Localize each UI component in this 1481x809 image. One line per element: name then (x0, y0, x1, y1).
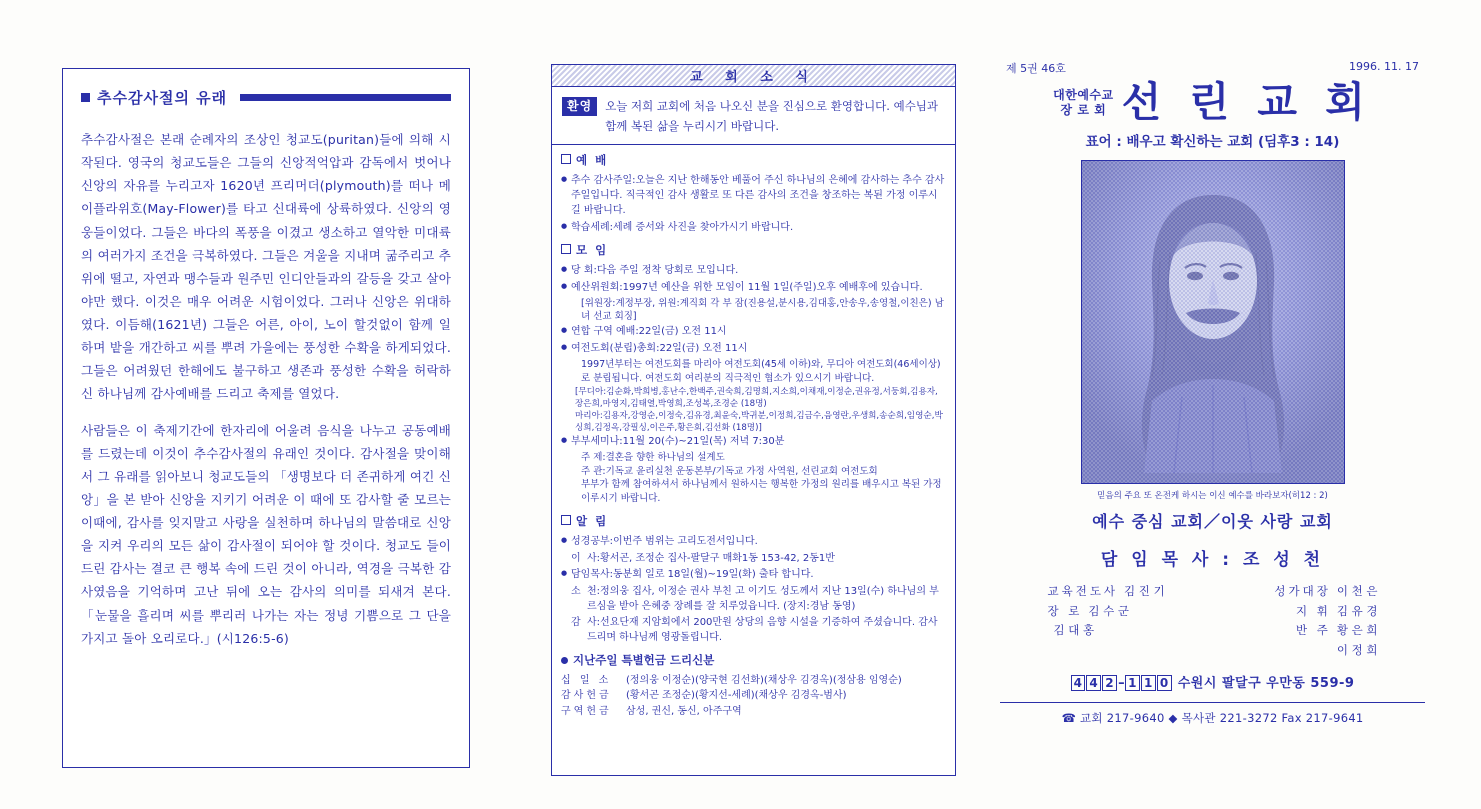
welcome-badge: 환영 (562, 97, 597, 116)
offering-heading (561, 652, 946, 670)
zip-digit: 1 (1141, 675, 1156, 691)
issue-date: 1996. 11. 17 (1349, 60, 1419, 73)
denomination (1053, 88, 1113, 118)
zip-digit: 2 (1102, 675, 1117, 691)
notice-item: ● 학습세례:세례 증서와 사진을 찾아가시기 바랍니다. (561, 220, 946, 235)
zip-digit: 1 (1125, 675, 1140, 691)
jesus-portrait-artwork (1082, 161, 1344, 483)
section-heading-label: 알 림 (576, 513, 609, 528)
roster-list: [무디아:김순화,박희병,홍난수,한백주,권숙희,김명희,지소희,이채재,이정순,권유정,서둥회,김용자,장은희,마영지,김태열,박영희,조성복,조경순 (18명) (575, 386, 938, 409)
notice-item: ● 담임목사:동분회 일로 18일(월)~19일(화) 출타 합니다. (561, 567, 946, 582)
staff-name: 김 수 군 (1088, 603, 1130, 618)
offering-names: 삼성, 권신, 동신, 아주구역 (626, 705, 742, 717)
staff-right (1296, 602, 1378, 622)
offering-row (561, 673, 946, 689)
offering-type: 구역헌금 (561, 705, 612, 717)
article-body (81, 128, 451, 650)
section-worship (561, 152, 946, 235)
church-news-title: 교 회 소 식 (690, 70, 817, 85)
staff-row (1048, 582, 1378, 602)
checkbox-icon (561, 244, 571, 254)
address-text: 수원시 팔달구 우만동 559-9 (1177, 676, 1355, 692)
section-heading-label: 예 배 (576, 153, 609, 168)
notice-item: ● 부부세미나:11월 20(수)~21일(목) 저녁 7:30분 (561, 434, 946, 449)
issue-number: 제 5권 46호 (1006, 62, 1066, 75)
article-paragraph: 추수감사절은 본래 순례자의 조상인 청교도(puritan)들에 의해 시작된다. 영국의 청교도들은 그들의 신앙적억압과 감독에서 벗어나 신앙의 자유를 누리고자 1620년 프리머더(plymouth)를 떠나 메이플라위호(May-Flower)를 타고 신대륙에 상륙하였다. 신앙의 영웅들이었다. 그들은 바다의 폭풍을 이겼고 생소하고 열악한 미대륙의 여러가지 조건을 극복하였다. 그들은 겨울을 지내며 굶주리고 추위에 떨고, 자연과 맹수들과 원주민 인디안들과의 갈등을 갖고 살아야만 했다. 이것은 매우 어려운 시험이었다. 그러나 신앙은 위대하였다. 이듬해(1621년) 그들은 어른, 아이, 노이 할것없이 함께 일하며 밭을 개간하고 씨를 뿌려 가을에는 풍성한 수확을 하게되었다. 그들은 어려웠던 한해에도 불구하고 생존과 풍성한 수확을 허락하신 하나님께 감사예배를 드리고 축제를 열었다. (81, 132, 451, 402)
zip-digit: 4 (1086, 675, 1101, 691)
notice-item: ● 연합 구역 예배:22일(금) 오전 11시 (561, 324, 946, 339)
staff-row (1048, 621, 1378, 641)
zip-digit: 0 (1157, 675, 1172, 691)
staff-name: 김 대 홍 (1053, 623, 1095, 638)
staff-left (1048, 641, 1054, 661)
staff-name: 황 은 희 (1336, 623, 1378, 638)
offering-type: 십 일 소 (561, 674, 612, 686)
notice-item: ● 예산위원회:1997년 예산을 위한 모임이 11월 1일(주일)오후 예배후에 있습니다. (561, 280, 946, 295)
offering-names: (정의웅 이정순)(양국현 김선화)(채상우 김경옥)(정삼용 임영순) (626, 674, 902, 686)
labeled-notice (561, 551, 946, 566)
staff-name: 이 천 은 (1336, 584, 1378, 598)
staff-left (1048, 602, 1130, 622)
offering-row (561, 688, 946, 704)
labeled-notice-body: 천:정의웅 집사, 이정순 권사 부친 고 이기도 성도께서 지난 13일(수) 하나님의 부르심을 받아 은혜중 장례를 잘 치루었읍니다. (장지:경남 동영) (587, 585, 939, 612)
article-paragraph: 사람들은 이 축제기간에 한자리에 어울려 음식을 나누고 공동예배를 드렸는데 이것이 추수감사절의 유래인 것이다. 감사절을 맞이해서 그 유래를 읽아보니 청교도들의 「생명보다 더 존귀하게 여긴 신앙」을 본 받아 신앙을 지키기 어려운 이 때에 또 감사할 줄 모르는 이때에, 감사를 잊지말고 사랑을 실천하며 하나님의 말씀대로 신앙을 지켜 우리의 모든 삶이 감사절이 되어야 할 것이다. 청교도 들이 드린 감사는 결코 큰 행복 속에 드린 것이 아니라, 역경을 극복한 감사였음을 기억하며 고난 뒤에 오는 감사의 의미를 되새겨 본다. 「눈물을 흘리며 씨를 뿌리러 나가는 자는 정녕 기쁨으로 그 단을 가지고 돌아 오리로다.」(시126:5-6) (81, 422, 451, 646)
article-panel (62, 68, 470, 768)
staff-right (1296, 621, 1378, 641)
section-announcements (561, 513, 946, 645)
denomination-line1: 대한예수교 (1053, 87, 1114, 102)
section-meetings (561, 242, 946, 506)
notice-body (552, 145, 955, 725)
portrait-caption: 믿음의 주요 또 온전케 하시는 이신 예수를 바라보자(히12 : 2) (1097, 491, 1328, 501)
notice-subtext: 1997년부터는 여전도회를 마리아 여전도회(45세 이하)와, 무디아 여전도회(46세이상)로 분립됩니다. 여전도회 여리분의 직극적인 협소가 있으시기 바랍니다. (581, 359, 941, 385)
checkbox-icon (561, 515, 571, 525)
offering-heading-label: 지난주일 특별헌금 드리신분 (573, 652, 715, 667)
staff-right (1274, 582, 1377, 602)
zip-digit: 4 (1071, 675, 1086, 691)
masthead (1000, 78, 1425, 126)
staff-name: 김 진 기 (1124, 584, 1165, 598)
staff-role: 장 로 (1047, 603, 1083, 618)
offering-names: (황서곤 조정순)(황지선-세례)(채상우 김경옥-범사) (626, 690, 847, 702)
notice-subtext: 주 관:기독교 윤리실천 운동본부/기독교 가정 사역원, 선린교회 여전도회 (581, 465, 878, 477)
staff-role: 성가대장 (1274, 584, 1331, 598)
church-news-header (552, 65, 955, 87)
staff-name: 김 유 경 (1336, 603, 1378, 618)
labeled-notice-body: 사:선요단재 지암회에서 200만원 상당의 음향 시설을 기증하여 주셨습니다. 감사드리며 하나님께 영광돌립니다. (587, 616, 938, 643)
notice-item: ● 당 회:다음 주일 정착 당회로 모입니다. (561, 263, 946, 278)
staff-left (1048, 582, 1165, 602)
staff-list (1048, 582, 1378, 660)
welcome-text: 오늘 저희 교회에 처음 나오신 분을 진심으로 환영합니다. 예수님과 함께 복된 삶을 누리시기 바랍니다. (605, 99, 939, 133)
labeled-notice (561, 615, 946, 645)
labeled-notice-key: 이 (571, 552, 581, 564)
staff-role: 반 주 (1295, 623, 1331, 638)
notice-subtext: 주 제:결혼을 향한 하나님의 설계도 (581, 451, 725, 463)
staff-row (1048, 602, 1378, 622)
labeled-notice-key: 감 (571, 616, 581, 628)
church-address: 4 4 2 – 1 1 0 수원시 팔달구 우만동 559-9 (1000, 672, 1425, 691)
article-title-row (81, 87, 451, 108)
section-heading-label: 모 임 (576, 242, 609, 257)
church-name: 선 린 교 회 (1121, 78, 1372, 126)
notice-item: ● 여전도회(분립)총회:22일(금) 오전 11시 (561, 341, 946, 356)
labeled-notice-key: 소 (571, 585, 581, 597)
staff-right (1331, 641, 1378, 661)
church-motto: 표어 : 배우고 확신하는 교회 (딤후3 : 14) (1085, 134, 1340, 150)
notice-item: ● 성경공부:이번주 범위는 고리도전서입니다. (561, 534, 946, 549)
church-news-panel (551, 64, 956, 776)
church-slogan: 예수 중심 교회／이웃 사랑 교회 (1092, 512, 1333, 531)
notice-subtext: 부부가 함께 참여하셔서 하나님께서 원하시는 행복한 가정의 원리를 배우시고 복된 가정 이루시기 바랍니다. (581, 479, 942, 505)
welcome-block (552, 87, 955, 145)
cover-panel (1000, 60, 1425, 780)
contact-phones: ☎ 교회 217-9640 ◆ 목사관 221-3272 Fax 217-9641 (1000, 702, 1425, 726)
title-rule-divider (240, 94, 451, 101)
section-heading (561, 513, 946, 531)
section-heading (561, 152, 946, 170)
staff-role: 지 휘 (1295, 603, 1331, 618)
jesus-portrait (1081, 160, 1345, 484)
staff-row (1048, 641, 1378, 661)
senior-pastor: 담 임 목 사 : 조 성 천 (1100, 550, 1325, 570)
roster-list: 마리아:김용자,강영순,이정숙,김유경,최윤숙,박귀분,이정희,김금수,음영란,우생희,송순희,임영순,박싱희,김정옥,강필싱,이은주,황은회,김선화 (18명)] (575, 410, 943, 433)
bullet-dot-icon (561, 657, 568, 664)
article-title: 추수감사절의 유래 (97, 89, 228, 107)
denomination-line2: 장 로 회 (1060, 102, 1107, 117)
checkbox-icon (561, 154, 571, 164)
staff-name: 이 정 희 (1336, 642, 1378, 657)
staff-role: 교육전도사 (1047, 584, 1119, 598)
notice-item: ● 추수 감사주일:오늘은 지난 한해동안 베풀어 주신 하나님의 은혜에 감사하는 추수 감사주일입니다. 직극적인 감사 생활로 또 다른 감사의 조건을 창조하는 복된 가정 이루시길 바랍니다. (561, 173, 946, 218)
notice-subtext: [위원장:계정부장, 위원:계직회 각 부 잠(진용설,분시용,김대홍,안송우,송영철,이친은) 남녀 선교 회징] (581, 297, 944, 323)
labeled-notice (561, 584, 946, 614)
offering-type: 감사헌금 (561, 690, 612, 702)
cover-topline (1000, 60, 1425, 76)
offering-row (561, 704, 946, 720)
section-heading (561, 242, 946, 260)
labeled-notice-body: 사:황서곤, 조정순 집사-팔달구 매화1동 153-42, 2동1반 (587, 552, 835, 564)
staff-left (1048, 621, 1095, 641)
square-bullet-icon (81, 93, 90, 102)
